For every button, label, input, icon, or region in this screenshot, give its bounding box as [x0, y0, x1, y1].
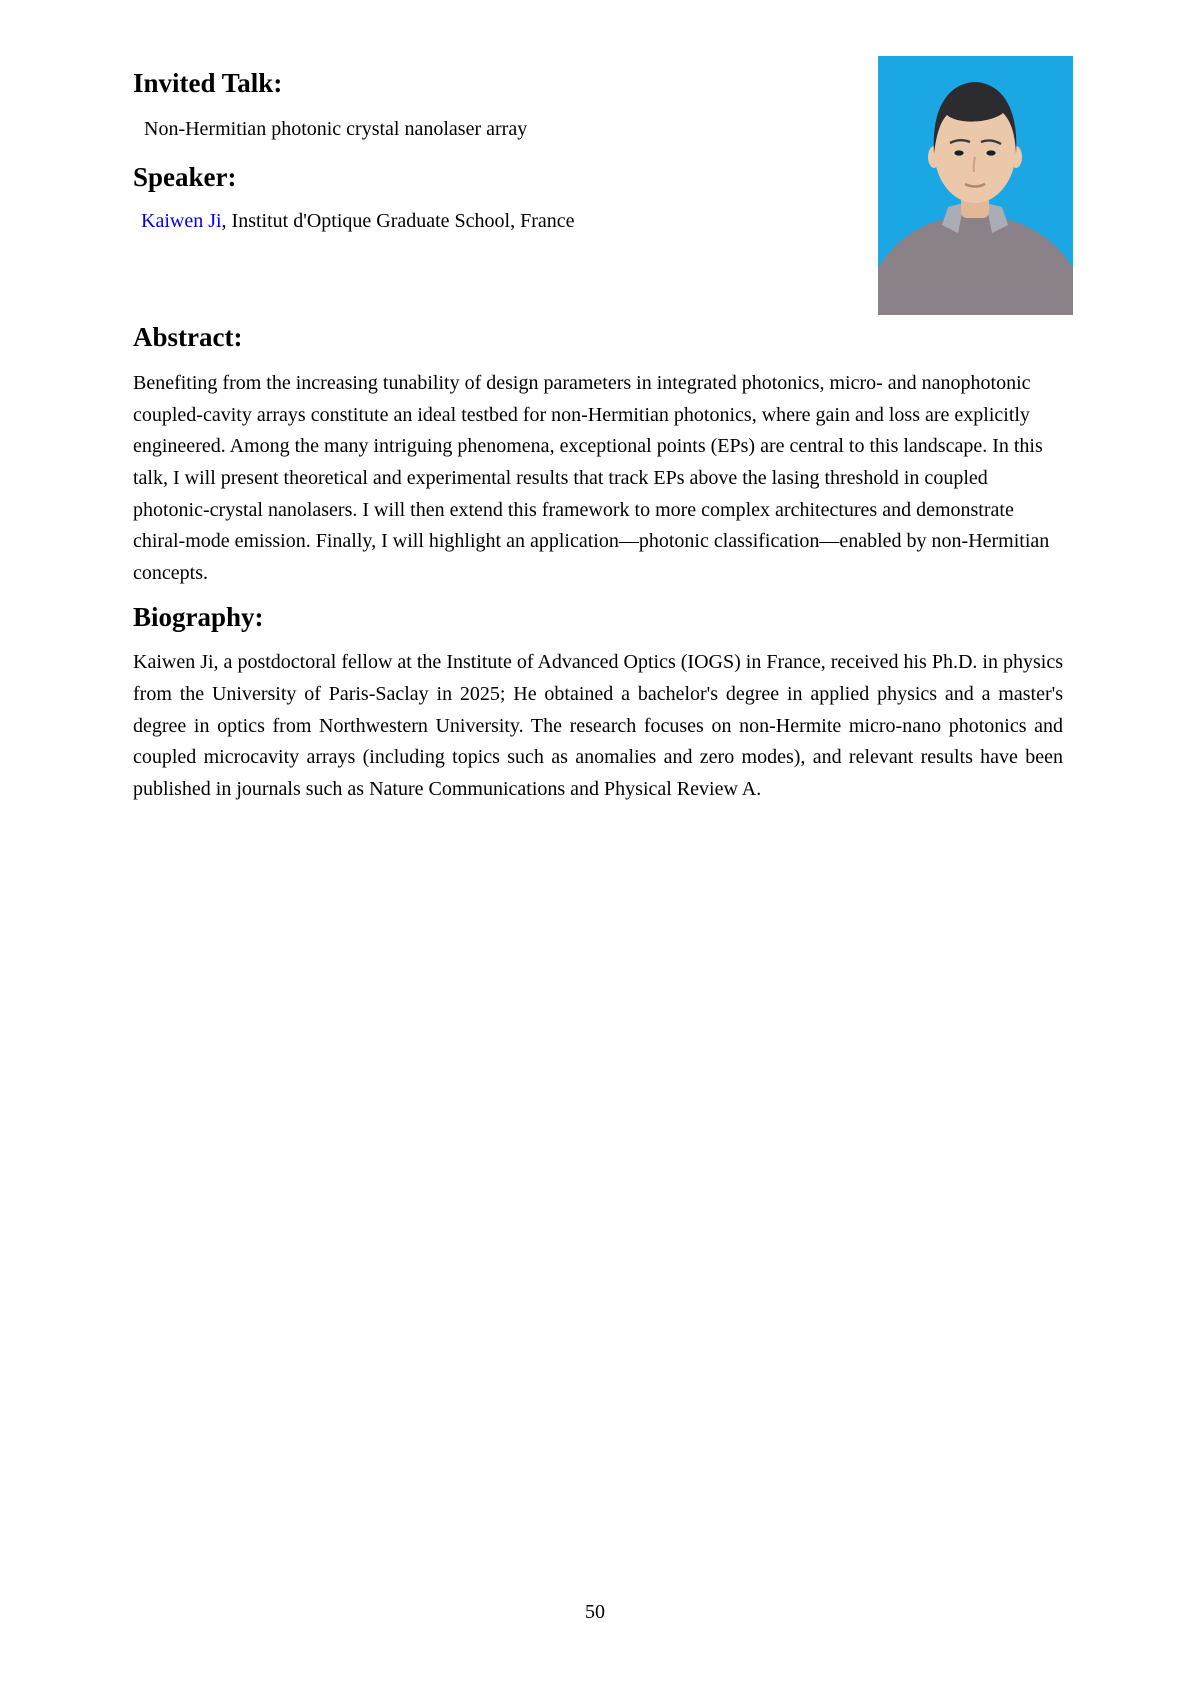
page-number: 50 — [585, 1601, 605, 1623]
abstract-heading: Abstract: — [133, 322, 243, 353]
speaker-name-link[interactable]: Kaiwen Ji — [141, 209, 222, 232]
invited-talk-heading: Invited Talk: — [133, 68, 283, 98]
abstract-text: Benefiting from the increasing tunability of design parameters in integrated photonics, micro- and nanophotonic coupled-cavity arrays constitute an ideal testbed for non-Hermitian photonics, where gain and loss are explicitly engineered. Among the many intriguing phenomena, exceptional points (EPs) are central to this landscape. In this talk, I will present theoretical and experimental results that track EPs above the lasing threshold in coupled photonic-crystal nanolasers. I will then extend this framework to more complex architectures and demonstrate chiral-mode emission. Finally, I will highlight an application—photonic classification—enabled by non-Hermitian concepts. — [133, 372, 1050, 584]
biography-heading: Biography: — [133, 602, 264, 633]
speaker-portrait-illustration — [878, 56, 1073, 315]
speaker-affiliation: , Institut d'Optique Graduate School, France — [221, 209, 575, 232]
speaker-photo — [878, 56, 1073, 315]
biography-text: Kaiwen Ji, a postdoctoral fellow at the Institute of Advanced Optics (IOGS) in France, received his Ph.D. in physics from the University of Paris-Saclay in 2025; He obtained a bachelor's degree in applied physics and a master's degree in optics from Northwestern University. The research focuses on non-Hermite micro-nano photonics and coupled microcavity arrays (including topics such as anomalies and zero modes), and relevant results have been published in journals such as Nature Communications and Physical Review A. — [133, 651, 1063, 800]
talk-title: Non-Hermitian photonic crystal nanolaser array — [144, 118, 528, 140]
speaker-heading: Speaker: — [133, 161, 237, 192]
